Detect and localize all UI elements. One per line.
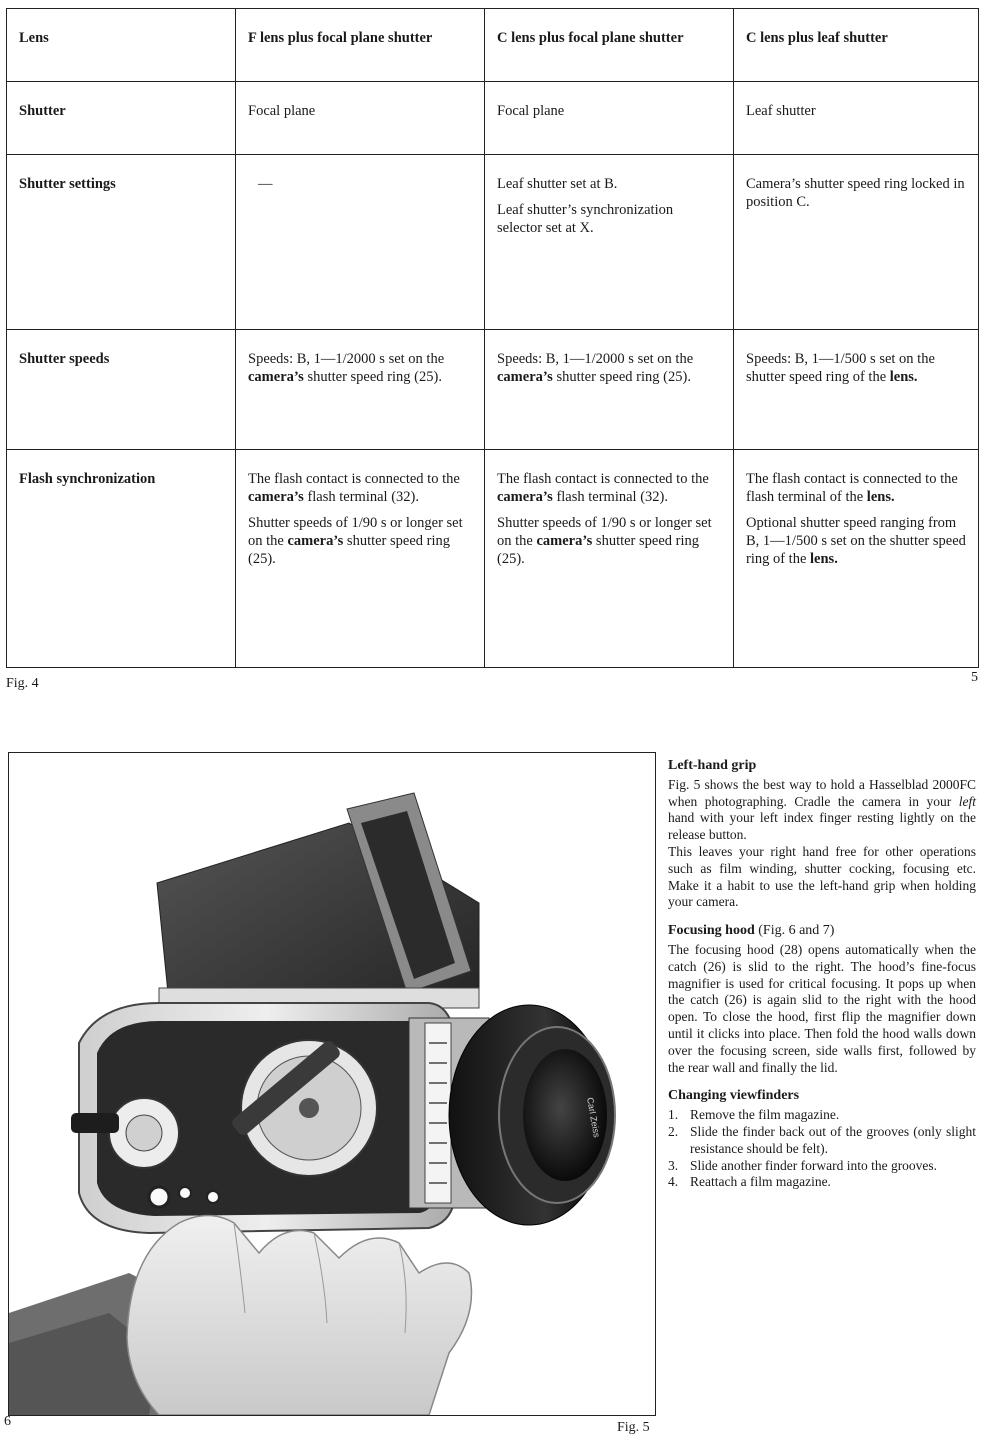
focus-scale <box>425 1023 451 1203</box>
cell-text: Leaf shutter set at B. <box>497 176 618 192</box>
release-lever <box>71 1113 119 1133</box>
flash-terminal <box>149 1187 169 1207</box>
section-heading <box>668 923 976 940</box>
row-label-shutter: Shutter <box>7 82 236 155</box>
step-text: Remove the film magazine. <box>690 1107 840 1123</box>
cell-text <box>497 514 721 568</box>
section-heading: Changing viewfinders <box>668 1088 800 1104</box>
text-run-bold: lens. <box>810 551 838 567</box>
camera-in-hand-photo <box>8 752 656 1416</box>
cell-text <box>248 470 472 506</box>
cell <box>236 155 485 330</box>
cell-text <box>746 514 966 568</box>
table-row <box>7 82 979 155</box>
figure-4-caption: Fig. 4 <box>6 676 39 691</box>
text-run: Shutter speeds of 1/90 s or longer set on the <box>497 515 712 549</box>
text-run: shutter speed ring (25). <box>248 533 451 567</box>
speed-dial-center <box>126 1115 162 1151</box>
text-run: Optional shutter speed ranging from B, 1—1/500 s set on the shutter speed ring of the <box>746 515 966 567</box>
cell-text: Camera’s shutter speed ring locked in position C. <box>746 176 965 210</box>
text-run-bold: camera’s <box>287 533 344 549</box>
steps-list <box>668 1107 976 1191</box>
table-row <box>7 330 979 450</box>
header-f-lens-focal: F lens plus focal plane shutter <box>236 9 485 82</box>
list-item <box>668 1174 976 1191</box>
cell <box>236 82 485 155</box>
section-changing-viewfinders <box>668 1088 976 1191</box>
cell-text <box>248 514 472 568</box>
list-item <box>668 1107 976 1124</box>
text-run-bold: camera’s <box>497 489 553 505</box>
cell-text <box>497 470 721 506</box>
page-5 <box>0 0 986 700</box>
text-run: shutter speed ring (25). <box>303 369 442 385</box>
step-number: 3. <box>668 1157 679 1173</box>
paragraph: This leaves your right hand free for other operations such as film winding, shutter cocking, focusing etc. Make it a habit to use the left-hand grip when holding your camera. <box>668 843 976 910</box>
cell-text <box>746 470 966 506</box>
cell <box>734 330 979 450</box>
text-run-bold: camera’s <box>536 533 593 549</box>
text-run-italic: left <box>958 793 976 809</box>
text-column <box>668 758 976 1203</box>
cell-text <box>248 350 472 386</box>
text-run-bold: camera’s <box>248 489 304 505</box>
text-run: hand with your left index finger resting lightly on the release button. <box>668 810 976 843</box>
step-text: Slide another finder forward into the grooves. <box>690 1157 938 1173</box>
camera-illustration <box>9 753 655 1415</box>
cell <box>485 82 734 155</box>
header-c-lens-leaf: C lens plus leaf shutter <box>734 9 979 82</box>
cell <box>734 450 979 668</box>
lens-shutter-table <box>6 8 979 668</box>
list-item <box>668 1124 976 1158</box>
text-run-bold: lens. <box>866 489 895 505</box>
text-run: flash terminal (32). <box>552 489 668 505</box>
heading-text: Focusing hood <box>668 923 755 939</box>
table-header-row <box>7 9 979 82</box>
step-number: 1. <box>668 1107 679 1123</box>
text-run: The flash contact is connected to the flash terminal of the <box>746 471 958 505</box>
cell <box>236 330 485 450</box>
text-run-bold: lens. <box>889 369 918 385</box>
cell <box>734 82 979 155</box>
cell <box>734 155 979 330</box>
cell-text: — <box>258 176 273 192</box>
list-item <box>668 1158 976 1175</box>
text-run-bold: camera’s <box>497 369 553 385</box>
text-run: Speeds: B, 1—1/500 s set on the shutter speed ring of the <box>746 351 935 385</box>
text-run: Shutter speeds of 1/90 s or longer set on the <box>248 515 463 549</box>
cell <box>485 155 734 330</box>
cell-text: Focal plane <box>497 103 565 119</box>
row-label-shutter-speeds: Shutter speeds <box>7 330 236 450</box>
step-number: 2. <box>668 1123 679 1139</box>
text-run: shutter speed ring (25). <box>497 533 700 567</box>
small-socket <box>207 1191 219 1203</box>
step-text: Slide the finder back out of the grooves (only slight resistance should be felt). <box>690 1123 976 1156</box>
cell-text <box>497 350 721 386</box>
lens-brand-text: Carl Zeiss <box>585 1096 602 1139</box>
winding-knob-center <box>299 1098 319 1118</box>
header-lens: Lens <box>7 9 236 82</box>
page-number: 6 <box>4 1414 11 1429</box>
section-left-hand-grip <box>668 758 976 911</box>
paragraph: The focusing hood (28) opens automatically when the catch (26) is slid to the right. The hood’s fine-focus magnifier is used for critical focusing. It pops up when the catch (26) is again slid to the right with the hood open. To close the hood, first flip the magnifier down until it clicks into place. Then fold the hood walls down over the focusing screen, side walls first, followed by the rear wall and finally the lid. <box>668 941 976 1075</box>
text-run: Speeds: B, 1—1/2000 s set on the <box>497 351 694 367</box>
cell <box>485 330 734 450</box>
heading-ref: (Fig. 6 and 7) <box>758 923 835 939</box>
text-run: The flash contact is connected to the <box>248 471 460 487</box>
cell-text: Focal plane <box>248 103 316 119</box>
text-run: shutter speed ring (25). <box>552 369 691 385</box>
step-number: 4. <box>668 1174 679 1190</box>
paragraph <box>668 777 976 844</box>
cell-text: Leaf shutter <box>746 103 816 119</box>
section-focusing-hood <box>668 923 976 1076</box>
cell <box>236 450 485 668</box>
hand <box>127 1216 472 1416</box>
text-run: Speeds: B, 1—1/2000 s set on the <box>248 351 445 367</box>
table-row <box>7 450 979 668</box>
text-run: flash terminal (32). <box>303 489 419 505</box>
cell <box>485 450 734 668</box>
text-run: The flash contact is connected to the <box>497 471 709 487</box>
table-row <box>7 155 979 330</box>
cell-text <box>746 350 966 386</box>
small-socket <box>179 1187 191 1199</box>
figure-5-caption: Fig. 5 <box>617 1420 650 1435</box>
header-c-lens-focal: C lens plus focal plane shutter <box>485 9 734 82</box>
row-label-shutter-settings: Shutter settings <box>7 155 236 330</box>
section-heading: Left-hand grip <box>668 758 757 773</box>
page-number: 5 <box>971 670 978 685</box>
cell-text: Leaf shutter’s synchronization selector set at X. <box>497 202 674 236</box>
row-label-flash-sync: Flash synchronization <box>7 450 236 668</box>
text-run: Fig. 5 shows the best way to hold a Hasselblad 2000FC when photographing. Cradle the camera in your <box>668 776 976 809</box>
text-run-bold: camera’s <box>248 369 304 385</box>
step-text: Reattach a film magazine. <box>690 1174 831 1190</box>
